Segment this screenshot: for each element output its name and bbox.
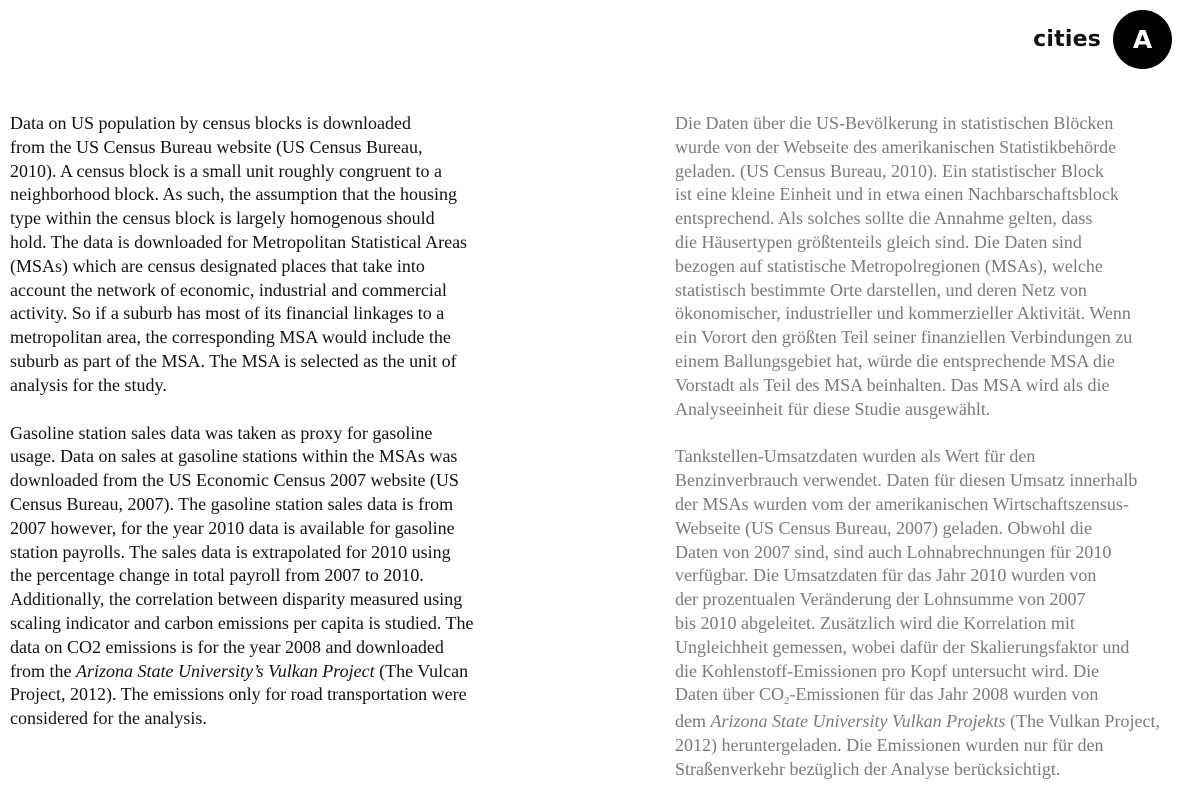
text-line: 2012) heruntergeladen. Die Emissionen wurden nur für den	[675, 734, 1104, 755]
text-line: account the network of economic, industrial and commercial	[10, 279, 447, 300]
text-line: hold. The data is downloaded for Metropolitan Statistical Areas	[10, 231, 468, 252]
text-line: suburb as part of the MSA. The MSA is selected as the unit of	[10, 350, 457, 371]
text-line: Gasoline station sales data was taken as proxy for gasoline	[10, 422, 433, 443]
text-line: wurde von der Webseite des amerikanischen Statistikbehörde	[675, 136, 1117, 157]
text-line: Vorstadt als Teil des MSA beinhalten. Das MSA wird als die	[675, 374, 1110, 395]
english-paragraph-1	[10, 112, 510, 398]
source-title-italic: Arizona State University’s Vulkan Project	[75, 660, 375, 681]
text-line-with-source	[10, 660, 510, 684]
text-fragment: dem	[675, 711, 711, 732]
text-line: neighborhood block. As such, the assumption that the housing	[10, 184, 457, 205]
section-title: cities	[1033, 27, 1101, 52]
text-line: Data on US population by census blocks is downloaded	[10, 113, 411, 133]
text-line: activity. So if a suburb has most of its financial linkages to a	[10, 303, 445, 324]
text-line: 2007 however, for the year 2010 data is available for gasoline	[10, 517, 455, 538]
text-line: Daten von 2007 sind, sind auch Lohnabrechnungen für 2010	[675, 541, 1112, 562]
text-line: Webseite (US Census Bureau, 2007) geladen. Obwohl die	[675, 517, 1092, 538]
text-line: the percentage change in total payroll from 2007 to 2010.	[10, 565, 424, 586]
english-column	[10, 112, 510, 731]
german-paragraph-2	[675, 445, 1170, 781]
english-paragraph-2	[10, 422, 510, 731]
text-line: Analyseeinheit für diese Studie ausgewählt.	[675, 398, 991, 419]
section-letter-badge: A	[1113, 10, 1172, 69]
text-line: der prozentualen Veränderung der Lohnsumme von 2007	[675, 589, 1086, 610]
text-line: Additionally, the correlation between disparity measured using	[10, 589, 463, 610]
text-line: analysis for the study.	[10, 374, 167, 395]
text-line: geladen. (US Census Bureau, 2010). Ein statistischer Block	[675, 160, 1104, 181]
text-fragment: (The Vulkan Project,	[1005, 711, 1160, 732]
text-line: Die Daten über die US-Bevölkerung in statistischen Blöcken	[675, 113, 1114, 133]
text-line: bis 2010 abgeleitet. Zusätzlich wird die Korrelation mit	[675, 612, 1075, 633]
text-fragment: Daten über CO	[675, 684, 784, 705]
source-title-italic: Arizona State University Vulkan Projekts	[710, 711, 1006, 732]
text-fragment: (The Vulcan	[374, 660, 469, 681]
subscript: 2	[783, 695, 790, 708]
text-line: (MSAs) which are census designated places that take into	[10, 255, 425, 276]
text-line: Census Bureau, 2007). The gasoline station sales data is from	[10, 493, 454, 514]
text-line: Project, 2012). The emissions only for road transportation were	[10, 684, 467, 705]
text-line-with-subscript	[675, 683, 1170, 710]
text-line: verfügbar. Die Umsatzdaten für das Jahr 2010 wurden von	[675, 565, 1097, 586]
text-line: einem Ballungsgebiet hat, würde die entsprechende MSA die	[675, 350, 1115, 371]
text-fragment: -Emissionen für das Jahr 2008 wurden von	[789, 684, 1099, 705]
text-line: downloaded from the US Economic Census 2007 website (US	[10, 470, 459, 491]
german-column	[675, 112, 1170, 782]
text-line: entsprechend. Als solches sollte die Annahme gelten, dass	[675, 208, 1093, 229]
text-line: Ungleichheit gemessen, wobei dafür der Skalierungsfaktor und	[675, 636, 1130, 657]
text-fragment: from the	[10, 660, 76, 681]
paragraph-gap	[10, 398, 510, 422]
german-paragraph-1	[675, 112, 1170, 421]
text-line: usage. Data on sales at gasoline stations within the MSAs was	[10, 446, 458, 467]
text-line: from the US Census Bureau website (US Census Bureau,	[10, 136, 423, 157]
text-line: metropolitan area, the corresponding MSA would include the	[10, 327, 451, 348]
text-line: ein Vorort den größten Teil seiner finanziellen Verbindungen zu	[675, 327, 1133, 348]
text-line: der MSAs wurden vom der amerikanischen Wirtschaftszensus-	[675, 493, 1129, 514]
paragraph-gap	[675, 421, 1170, 445]
text-line: die Kohlenstoff-Emissionen pro Kopf untersucht wird. Die	[675, 660, 1100, 681]
text-line: station payrolls. The sales data is extrapolated for 2010 using	[10, 541, 451, 562]
text-line: considered for the analysis.	[10, 708, 207, 729]
page-header	[1033, 10, 1172, 69]
text-line: ist eine kleine Einheit und in etwa einen Nachbarschaftsblock	[675, 184, 1119, 205]
text-line: data on CO2 emissions is for the year 2008 and downloaded	[10, 636, 444, 657]
text-line: 2010). A census block is a small unit roughly congruent to a	[10, 160, 442, 181]
text-line: type within the census block is largely homogenous should	[10, 208, 435, 229]
text-line: Straßenverkehr bezüglich der Analyse berücksichtigt.	[675, 758, 1061, 779]
text-line: statistisch bestimmte Orte darstellen, und deren Netz von	[675, 279, 1087, 300]
text-line: scaling indicator and carbon emissions per capita is studied. The	[10, 612, 474, 633]
text-line: bezogen auf statistische Metropolregionen (MSAs), welche	[675, 255, 1103, 276]
text-line-with-source	[675, 710, 1170, 734]
text-line: die Häusertypen größtenteils gleich sind. Die Daten sind	[675, 231, 1082, 252]
text-line: ökonomischer, industrieller und kommerzieller Aktivität. Wenn	[675, 303, 1131, 324]
text-line: Tankstellen-Umsatzdaten wurden als Wert für den	[675, 446, 1036, 467]
text-line: Benzinverbrauch verwendet. Daten für diesen Umsatz innerhalb	[675, 470, 1138, 491]
